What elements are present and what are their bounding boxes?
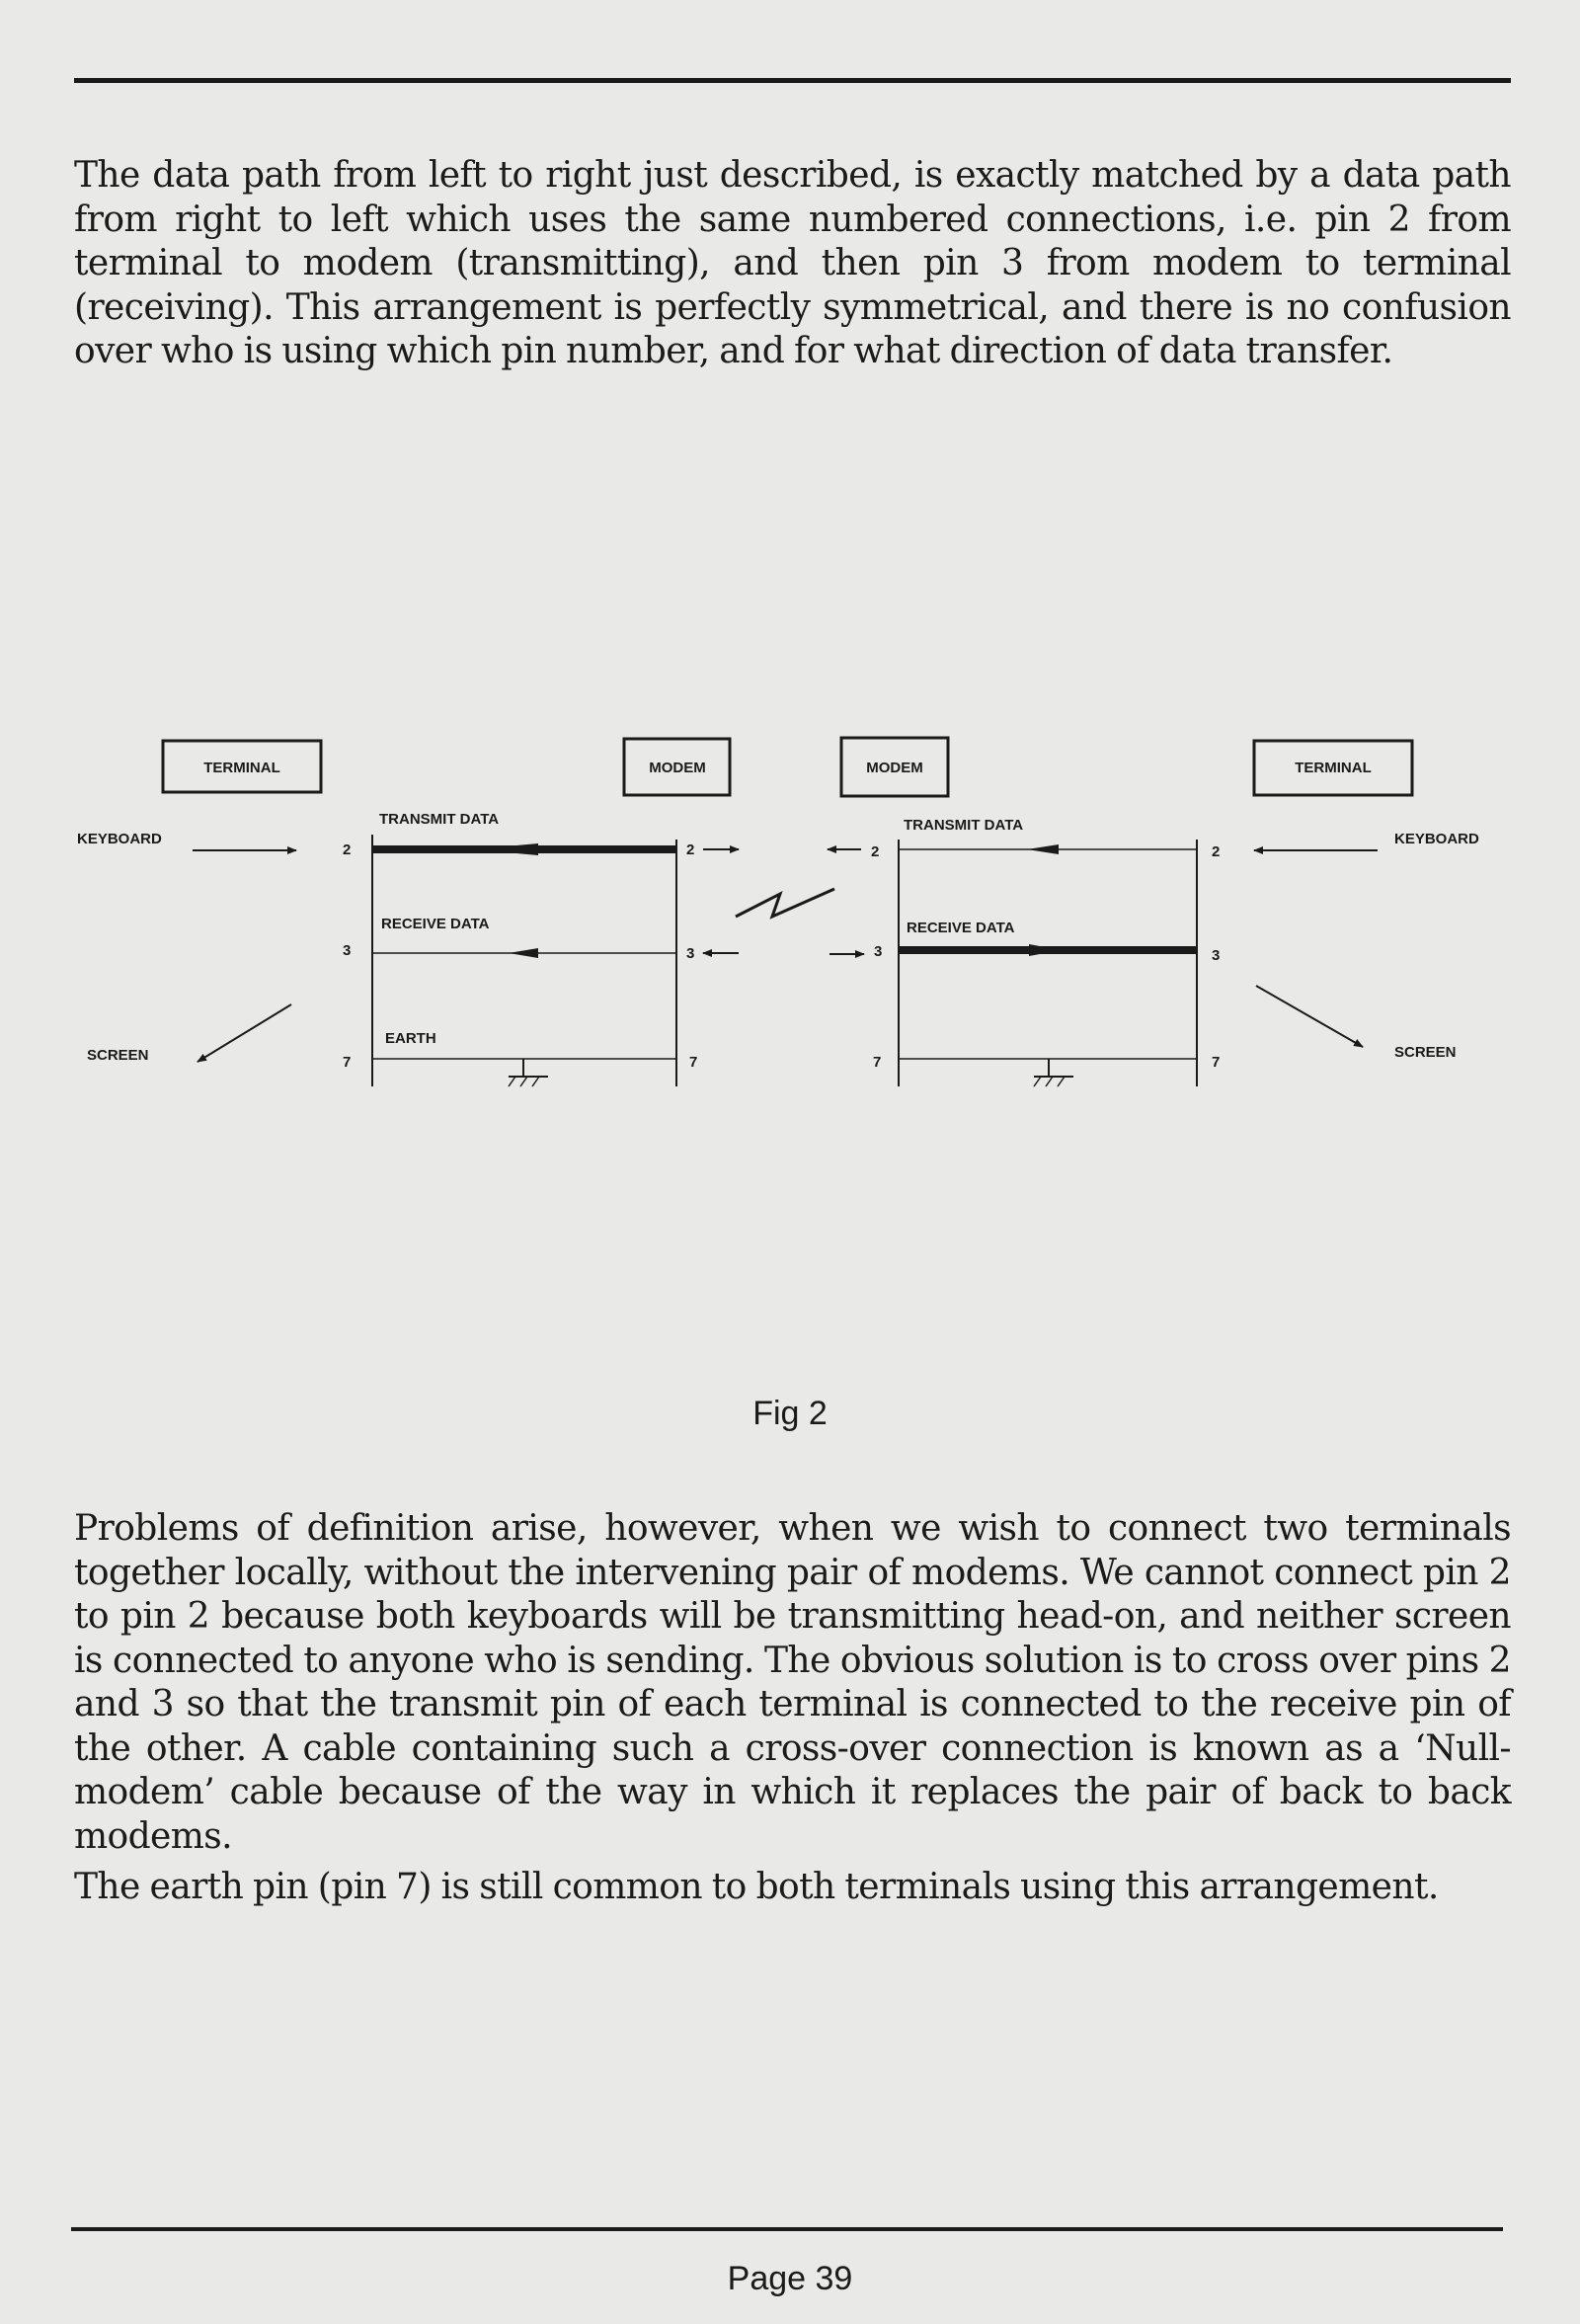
telephone-link-zigzag — [736, 889, 834, 917]
connection-diagram — [0, 721, 1580, 1116]
right-terminal-label: TERMINAL — [1295, 760, 1372, 776]
pin-label: 2 — [871, 843, 880, 860]
right-receive-arrow — [1029, 944, 1062, 956]
pin-label: 3 — [686, 945, 695, 962]
pin-label: 2 — [686, 841, 695, 858]
left-transmit-arrow — [474, 843, 538, 855]
top-rule — [74, 78, 1511, 83]
right-screen-arrow — [1256, 986, 1363, 1047]
left-modem-label: MODEM — [649, 760, 706, 776]
right-keyboard-label: KEYBOARD — [1394, 831, 1479, 847]
intro-paragraph: The data path from left to right just described, is exactly matched by a data path from right to left which uses the same numbered connections, i.e. pin 2 from terminal to modem (transmitting), and then pin 3 from modem to terminal (receiving). This arrangement is perfectly symmetrical, and there is no confusion over who is using which pin number, and for what direction of data transfer. — [74, 155, 1511, 371]
pin-label: 7 — [343, 1054, 352, 1071]
right-transmit-arrow — [1027, 844, 1059, 854]
pin-label: 7 — [689, 1054, 698, 1071]
left-screen-arrow — [198, 1004, 291, 1062]
right-receive-label: RECEIVE DATA — [907, 920, 1015, 936]
pin-label: 3 — [1212, 947, 1221, 964]
right-screen-label: SCREEN — [1394, 1044, 1457, 1061]
left-earth-label: EARTH — [385, 1030, 436, 1047]
left-receive-arrow — [509, 948, 538, 958]
right-transmit-label: TRANSMIT DATA — [904, 817, 1024, 834]
figure-caption: Fig 2 — [752, 1395, 828, 1432]
pin-label: 7 — [873, 1054, 882, 1071]
pin-label: 2 — [1212, 843, 1221, 860]
left-terminal-label: TERMINAL — [203, 760, 280, 776]
earth-paragraph: The earth pin (pin 7) is still common to both terminals using this arrangement. — [74, 1867, 1439, 1907]
left-transmit-label: TRANSMIT DATA — [379, 811, 500, 828]
pin-label: 3 — [343, 942, 352, 959]
bottom-rule — [71, 2227, 1503, 2231]
left-screen-label: SCREEN — [87, 1047, 149, 1064]
problems-paragraph: Problems of definition arise, however, when we wish to connect two terminals together locally, without the intervening pair of modems. We cannot connect pin 2 to pin 2 because both keyboards will be transmitting head-on, and neither screen is connected to anyone who is sending. The obvious solution is to cross over pins 2 and 3 so that the transmit pin of each terminal is connected to the receive pin of the other. A cable containing such a cross-over connection is known as a ‘Null-modem’ cable because of the way in which it replaces the pair of back to back modems. — [74, 1508, 1511, 1857]
left-keyboard-label: KEYBOARD — [77, 831, 162, 847]
right-modem-label: MODEM — [866, 760, 923, 776]
pin-label: 3 — [874, 943, 883, 960]
pin-label: 7 — [1212, 1054, 1221, 1071]
pin-label: 2 — [343, 841, 352, 858]
page-number: Page 39 — [727, 2260, 853, 2297]
left-receive-label: RECEIVE DATA — [381, 916, 490, 932]
